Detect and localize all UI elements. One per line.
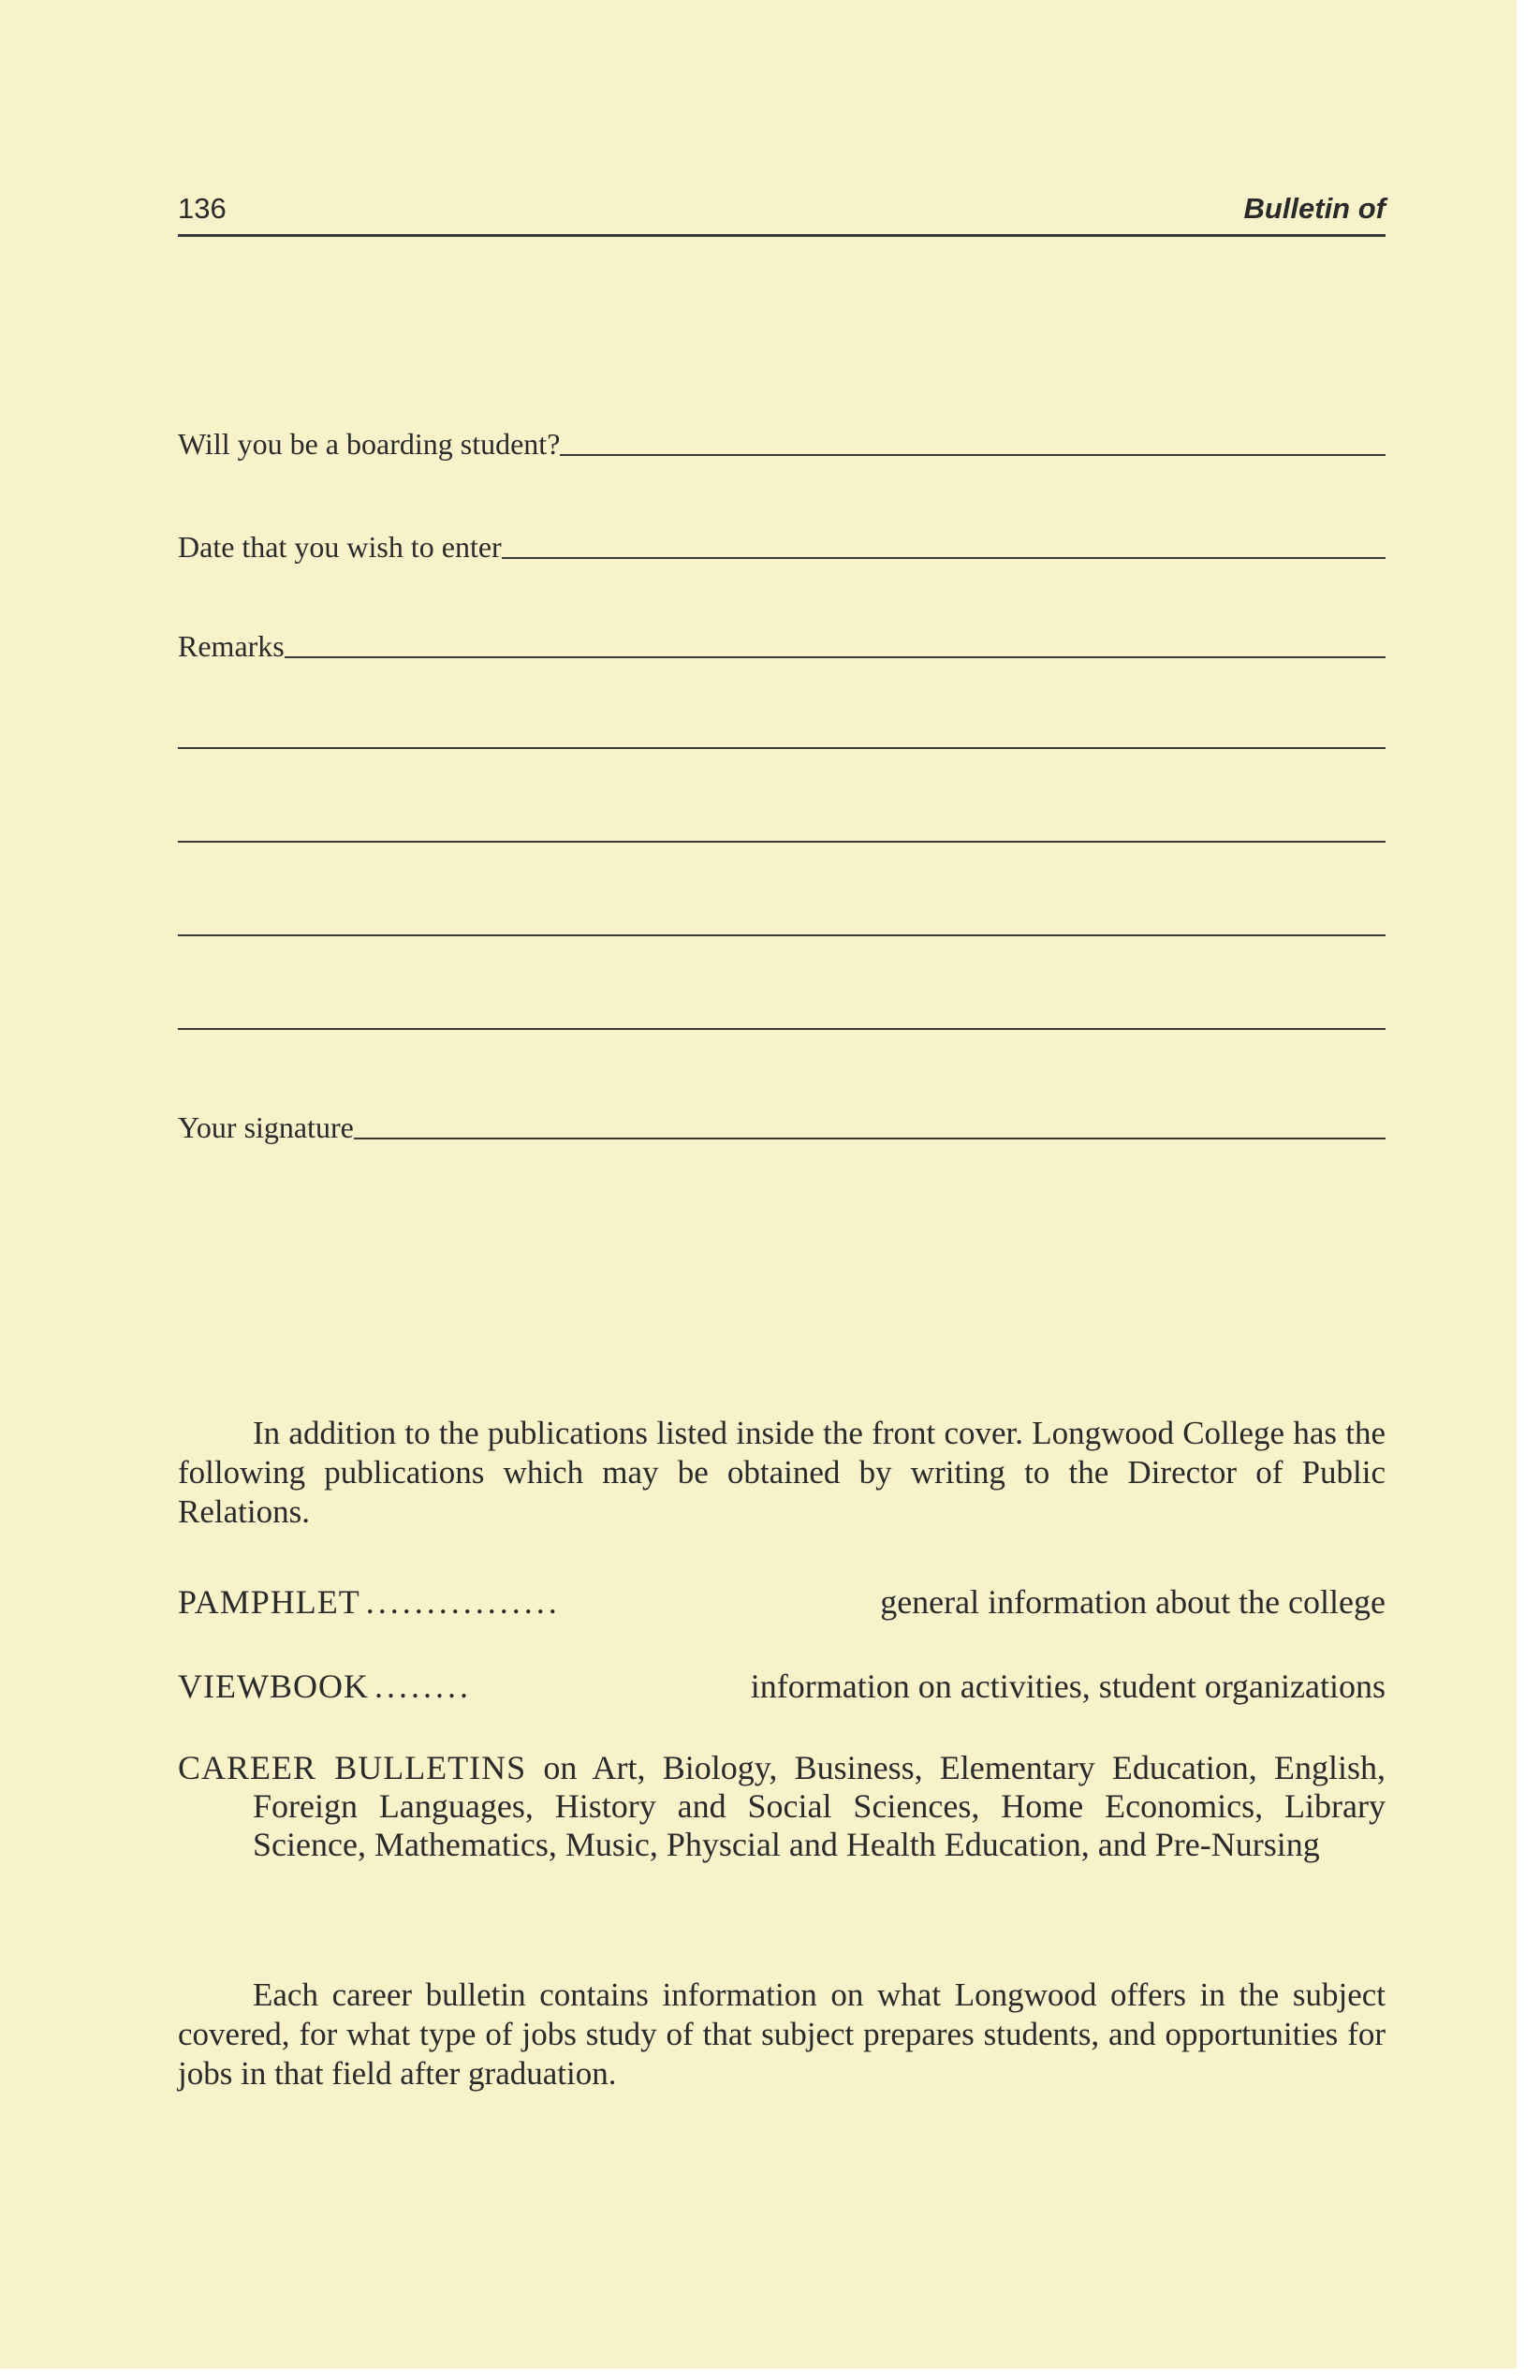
boarding-student-blank — [560, 454, 1386, 456]
publication-description: general information about the college — [880, 1583, 1386, 1621]
career-bulletins-entry — [178, 1749, 1386, 1864]
header-rule — [178, 234, 1386, 237]
remarks-field — [178, 625, 1386, 663]
remarks-blank-line — [178, 841, 1386, 843]
signature-label: Your signature — [178, 1110, 354, 1144]
signature-blank — [354, 1138, 1386, 1139]
career-bulletins-title: CAREER BULLETINS — [178, 1749, 527, 1786]
publication-item — [178, 1667, 1386, 1708]
signature-field — [178, 1107, 1386, 1144]
closing-paragraph: Each career bulletin contains information on what Longwood offers in the subject covered, for what type of jobs study of that subject prepares students, and opportunities for jobs in that field after graduation. — [178, 1976, 1386, 2092]
entry-date-label: Date that you wish to enter — [178, 530, 502, 564]
page-header — [178, 192, 1386, 237]
remarks-blank-line — [178, 747, 1386, 749]
intro-paragraph: In addition to the publications listed inside the front cover. Longwood College has the following publications which may be obtained by writing to the Director of Public Relations. — [178, 1415, 1386, 1530]
running-head: Bulletin of — [1243, 192, 1386, 225]
entry-date-field — [178, 526, 1386, 564]
leader-dots: ................ — [365, 1583, 561, 1621]
remarks-blank-line — [178, 934, 1386, 936]
career-bulletins-subjects: on Art, Biology, Business, Elementary Education, English, Foreign Languages, History and Social Sciences, Home Economics, Library Science, Mathematics, Music, Physcial and Health Education, and Pre-Nursing — [253, 1749, 1386, 1863]
leader-dots: ........ — [374, 1667, 472, 1705]
boarding-student-field — [178, 423, 1386, 461]
remarks-blank-line — [178, 1028, 1386, 1030]
publication-item — [178, 1582, 1386, 1623]
publication-name: VIEWBOOK — [178, 1667, 369, 1705]
publication-name: PAMPHLET — [178, 1583, 360, 1621]
boarding-student-label: Will you be a boarding student? — [178, 427, 561, 461]
remarks-label: Remarks — [178, 629, 285, 663]
publication-description: information on activities, student organizations — [750, 1667, 1386, 1705]
page-number: 136 — [178, 192, 227, 225]
entry-date-blank — [502, 557, 1386, 559]
remarks-blank — [285, 656, 1386, 658]
